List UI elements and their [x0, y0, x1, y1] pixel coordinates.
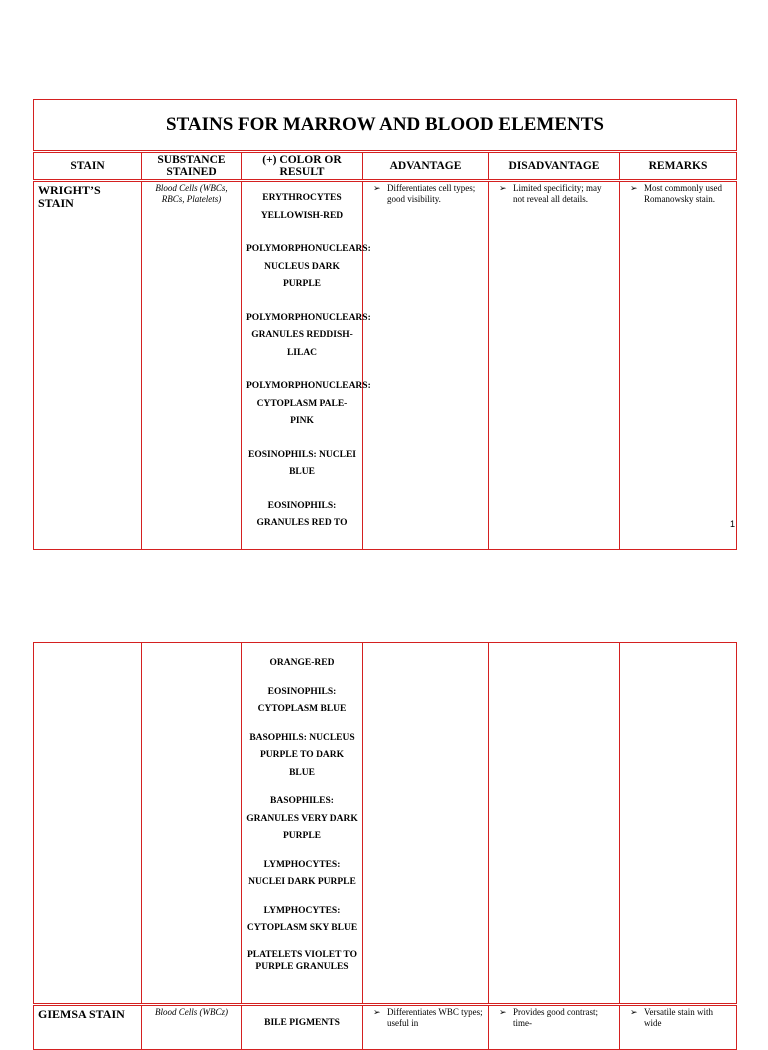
substance-stained: Blood Cells (WBCs, RBCs, Platelets): [142, 181, 242, 550]
arrow-bullet-icon: ➢: [499, 183, 507, 193]
color-item: LYMPHOCYTES: NUCLEI DARK PURPLE: [248, 859, 356, 887]
remarks-text: Most commonly used Romanowsky stain.: [644, 183, 722, 204]
header-disadvantage: DISADVANTAGE: [489, 152, 620, 181]
color-item: BILE PIGMENTS: [264, 1018, 340, 1028]
disadvantage-text: Limited specificity; may not reveal all details.: [513, 183, 602, 204]
color-item: EOSINOPHILS: CYTOPLASM BLUE: [257, 686, 347, 714]
color-item: ERYTHROCYTES YELLOWISH-RED: [260, 193, 344, 221]
color-item: EOSINOPHILS: NUCLEI BLUE: [248, 449, 356, 477]
advantage-text: Differentiates WBC types; useful in: [387, 1007, 483, 1028]
color-item: EOSINOPHILS: GRANULES RED TO: [256, 500, 348, 528]
arrow-bullet-icon: ➢: [630, 183, 638, 193]
arrow-bullet-icon: ➢: [373, 1007, 381, 1017]
substance-stained: Blood Cells (WBCz): [142, 1005, 242, 1050]
substance-empty: [142, 643, 242, 1005]
disadvantage-cell: [489, 181, 620, 550]
color-item: PLATELETS VIOLET TO PURPLE GRANULES: [246, 949, 357, 972]
remarks-cell: [620, 181, 737, 550]
color-item: BASOPHILS: NUCLEUS PURPLE TO DARK BLUE: [249, 732, 355, 778]
color-item: LYMPHOCYTES: CYTOPLASM SKY BLUE: [246, 905, 358, 933]
advantage-cell: [363, 1005, 489, 1050]
stain-name-empty: [34, 643, 142, 1005]
stains-table-page1: [33, 99, 737, 550]
table-row: [34, 643, 737, 1005]
color-item: POLYMORPHONUCLEARS: GRANULES REDDISH-LILAC: [246, 312, 371, 358]
remarks-cell: [620, 1005, 737, 1050]
color-item: BASOPHILES: GRANULES VERY DARK PURPLE: [246, 796, 358, 841]
arrow-bullet-icon: ➢: [373, 183, 381, 193]
stains-table-page2: [33, 642, 737, 1050]
header-remarks: REMARKS: [620, 152, 737, 181]
color-item: POLYMORPHONUCLEARS: NUCLEUS DARK PURPLE: [246, 244, 371, 289]
advantage-text: Differentiates cell types; good visibility.: [387, 183, 476, 204]
color-result-cell: [242, 643, 363, 1005]
header-color: (+) COLOR OR RESULT: [242, 152, 363, 181]
table-row: [34, 181, 737, 550]
disadvantage-text: Provides good contrast; time-: [513, 1007, 598, 1028]
header-advantage: ADVANTAGE: [363, 152, 489, 181]
color-result-cell: [242, 1005, 363, 1050]
disadvantage-empty: [489, 643, 620, 1005]
color-item: POLYMORPHONUCLEARS: CYTOPLASM PALE-PINK: [246, 381, 371, 426]
color-result-cell: [242, 181, 371, 550]
header-stain: STAIN: [34, 152, 142, 181]
table-row: [34, 1005, 737, 1050]
header-substance: SUBSTANCE STAINED: [142, 152, 242, 181]
arrow-bullet-icon: ➢: [499, 1007, 507, 1017]
remarks-empty: [620, 643, 737, 1005]
advantage-cell: [363, 181, 489, 550]
disadvantage-cell: [489, 1005, 620, 1050]
advantage-empty: [363, 643, 489, 1005]
table-title: STAINS FOR MARROW AND BLOOD ELEMENTS: [34, 100, 737, 152]
arrow-bullet-icon: ➢: [630, 1007, 638, 1017]
stain-name: GIEMSA STAIN: [34, 1005, 142, 1050]
page-number: 1: [729, 519, 735, 529]
remarks-text: Versatile stain with wide: [644, 1007, 713, 1028]
color-item: ORANGE-RED: [269, 658, 335, 668]
stain-name: WRIGHT’S STAIN: [34, 181, 142, 550]
